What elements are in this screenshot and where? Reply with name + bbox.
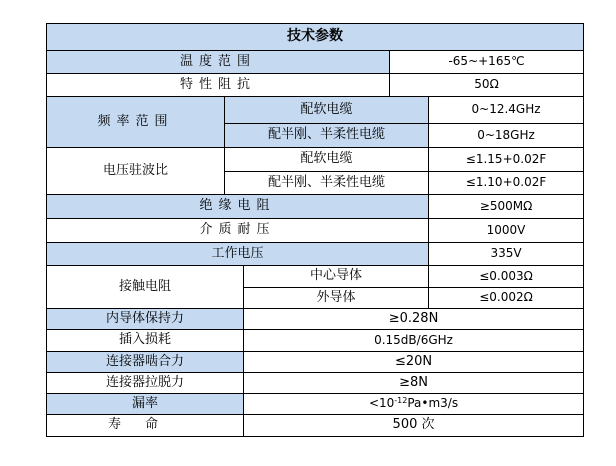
- frequency-semirigid-cable-label: 配半刚、半柔性电缆: [225, 124, 429, 148]
- table-row: [47, 51, 584, 74]
- frequency-semirigid-cable-value: 0~18GHz: [429, 124, 584, 148]
- outer-conductor-value: ≤0.002Ω: [429, 288, 584, 309]
- unmating-force-value: ≥8N: [244, 373, 584, 394]
- retention-value: ≥0.28N: [244, 309, 584, 330]
- table-row: [47, 74, 584, 97]
- temperature-value: -65~+165℃: [390, 51, 584, 74]
- mating-force-value: ≤20N: [244, 352, 584, 373]
- center-conductor-value: ≤0.003Ω: [429, 266, 584, 288]
- table-row: [47, 394, 584, 415]
- outer-conductor-label: 外导体: [244, 288, 429, 309]
- frequency-soft-cable-value: 0~12.4GHz: [429, 97, 584, 124]
- vswr-soft-cable-value: ≤1.15+0.02F: [429, 148, 584, 172]
- life-label: 寿命: [47, 415, 244, 437]
- leakage-value-unit: Pa•m3/s: [407, 396, 459, 411]
- contact-resistance-label: 接触电阻: [47, 266, 244, 309]
- leakage-value-prefix: <10: [368, 396, 395, 411]
- impedance-value: 50Ω: [390, 74, 584, 97]
- frequency-label: 频率范围: [47, 97, 225, 148]
- vswr-semirigid-cable-value: ≤1.10+0.02F: [429, 172, 584, 195]
- vswr-soft-cable-label: 配软电缆: [225, 148, 429, 172]
- working-voltage-value: 335V: [429, 243, 584, 266]
- unmating-force-label: 连接器拉脱力: [47, 373, 244, 394]
- temperature-label: 温度范围: [47, 51, 390, 74]
- table-title: 技术参数: [47, 24, 584, 51]
- withstand-voltage-value: 1000V: [429, 219, 584, 243]
- leakage-value: [244, 394, 584, 415]
- frequency-soft-cable-label: 配软电缆: [225, 97, 429, 124]
- vswr-label: 电压驻波比: [47, 148, 225, 195]
- table-row: [47, 97, 584, 124]
- retention-label: 内导体保持力: [47, 309, 244, 330]
- impedance-label: 特性阻抗: [47, 74, 390, 97]
- leakage-value-exponent: -12: [394, 396, 408, 406]
- table-row: [47, 195, 584, 219]
- insulation-value: ≥500MΩ: [429, 195, 584, 219]
- table-row: [47, 148, 584, 172]
- insulation-label: 绝缘电阻: [47, 195, 429, 219]
- title-row: [47, 24, 584, 51]
- table-row: [47, 352, 584, 373]
- leakage-label: 漏率: [47, 394, 244, 415]
- working-voltage-label: 工作电压: [47, 243, 429, 266]
- spec-table: [46, 23, 584, 437]
- life-value: 500 次: [244, 415, 584, 437]
- center-conductor-label: 中心导体: [244, 266, 429, 288]
- table-row: [47, 330, 584, 352]
- table-row: [47, 415, 584, 437]
- table-row: [47, 219, 584, 243]
- vswr-semirigid-cable-label: 配半刚、半柔性电缆: [225, 172, 429, 195]
- insertion-loss-label: 插入损耗: [47, 330, 244, 352]
- table-row: [47, 309, 584, 330]
- withstand-voltage-label: 介质耐压: [47, 219, 429, 243]
- table-row: [47, 243, 584, 266]
- mating-force-label: 连接器啮合力: [47, 352, 244, 373]
- table-row: [47, 373, 584, 394]
- insertion-loss-value: 0.15dB/6GHz: [244, 330, 584, 352]
- table-row: [47, 266, 584, 288]
